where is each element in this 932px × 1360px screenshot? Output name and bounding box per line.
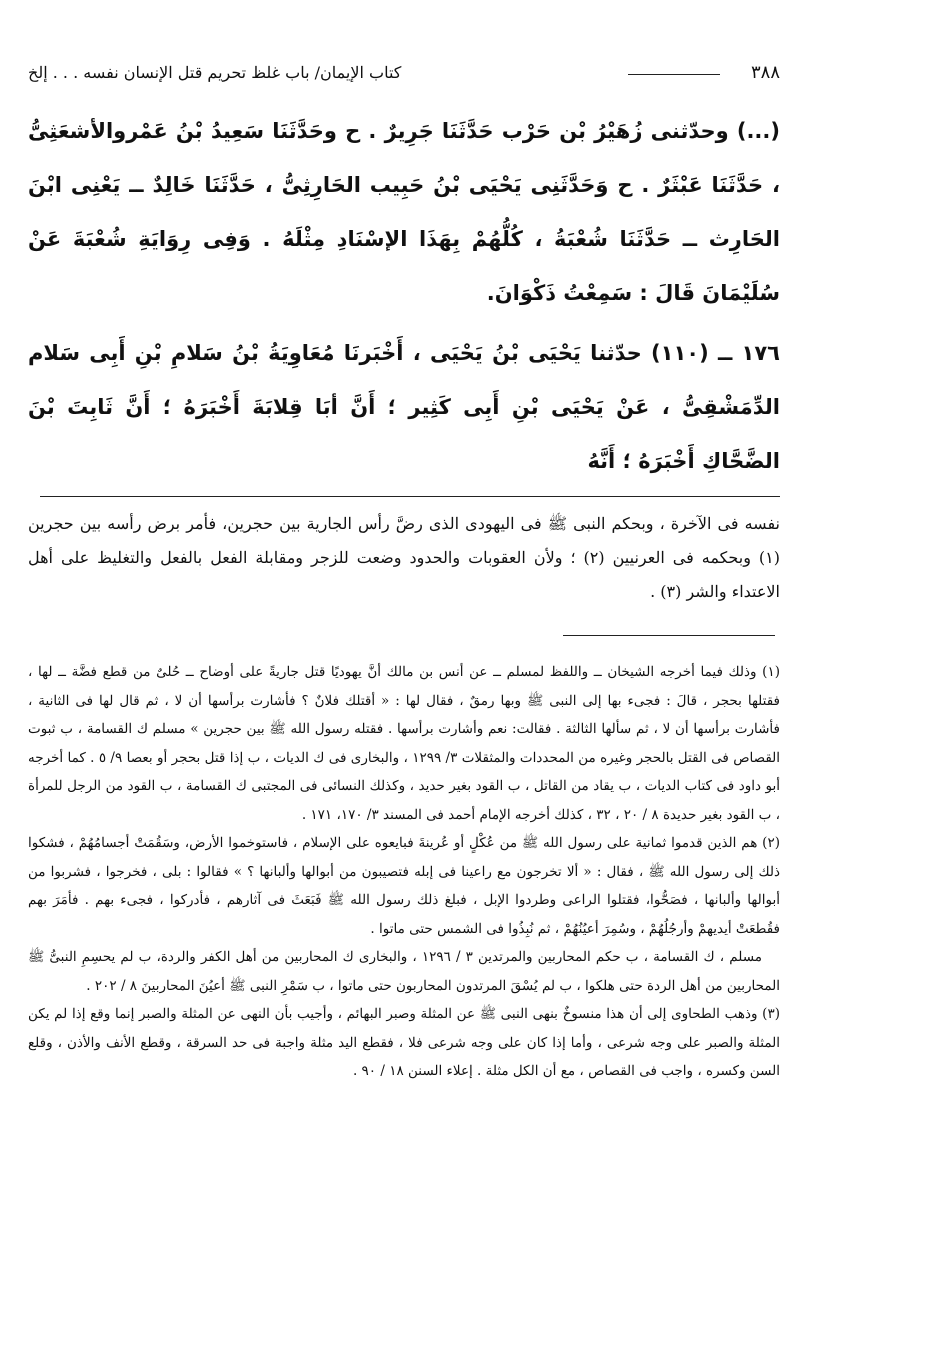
commentary-paragraph: نفسه فى الآخرة ، وبحكم النبى ﷺ فى اليهودى الذى رضَّ رأس الجارية بين حجرين، فأمر برض رأسه بين حجرين (١) وبحكمه فى العرنيين (٢) ؛ ولأن العقوبات والحدود وضعت للزجر ومقابلة الفعل بالفعل والتغليظ على أهل الاعتداء والشر (٣) . bbox=[28, 514, 781, 601]
footnote-divider-wrap bbox=[28, 635, 780, 636]
hadith-text bbox=[28, 104, 780, 488]
commentary-text bbox=[28, 507, 780, 609]
footnote-1: (١) وذلك فيما أخرجه الشيخان ــ واللفظ لمسلم ــ عن أنس بن مالك أنَّ يهوديًا قتل جاريةً على أوضاح ــ حُلىٌ من قطع فضَّة ــ لها ، فقتلها بحجر ، قالَ : فجىء بها إلى النبى ﷺ وبها رمقٌ ، فقال لها : « أقتلك فلانٌ ؟ فأشارت برأسها أن لا ، ثم قال لها فى الثانية ، فأشارت برأسها أن لا ، ثم سألها الثالثة . فقالت: نعم وأشارت برأسها . فقتله رسول الله ﷺ بين حجرين » مسلم ك القسامة ، ب ثبوت القصاص فى القتل بالحجر وغيره من المحددات والمثقلات ٣/ ١٢٩٩ ، والبخارى فى ك الديات ، ب إذا قتل بحجر أو بعصا ٩/ ٥ . كما أخرجه أبو داود فى كتاب الديات ، ب يقاد من القاتل ، ب القود بغير حديد ، وكذلك النسائى فى المجتبى ك القسامة ، ب القود من الرجل للمرأة ، ب القود بغير حديدة ٨ / ٢٠ ، ٣٢ ، كذلك أخرجه الإمام أحمد فى المسند ٣/ ١٧٠، ١٧١ . bbox=[28, 664, 781, 823]
hadith-paragraph-1: (...) وحدّثنى زُهَيْرُ بْن حَرْب حَدَّثَنَا جَرِيرٌ . ح وحَدَّثَنَا سَعِيدُ بْنُ عَمْروالأشعَثِىُّ ، حَدَّثَنَا عَبْثَرٌ . ح وَحَدَّثَنِى يَحْيَى بْنُ حَبِيب الحَارِثِىُّ ، حَدَّثَنَا خَالِدٌ ــ يَعْنِى ابْنَ الحَارِث ــ حَدَّثَنَا شُعْبَةُ ، كُلُّهُمْ بِهَذَا الإسْنَادِ مِثْلَهُ . وَفِى رِوَايَةِ شُعْبَةَ عَنْ سُلَيْمَانَ قَالَ : سَمِعْتُ ذَكْوَانَ. bbox=[28, 119, 780, 305]
running-title: كتاب الإيمان/ باب غلظ تحريم قتل الإنسان نفسه . . . إلخ bbox=[28, 63, 402, 82]
page-number: ٣٨٨ bbox=[750, 62, 780, 83]
book-page bbox=[28, 58, 780, 1086]
footnotes bbox=[28, 658, 780, 1086]
header-rule bbox=[628, 74, 720, 75]
section-divider bbox=[40, 496, 780, 497]
footnote-2-continuation: مسلم ، ك القسامة ، ب حكم المحاربين والمرتدين ٣ / ١٢٩٦ ، والبخارى ك المحاربين من أهل الكفر والردة، ب لم يحسِمِ النبىُّ ﷺ المحاربين من أهل الردة حتى هلكوا ، ب لم يُسْقَ المرتدون المحاربون حتى ماتوا ، ب سَمْرِ النبى ﷺ أعيُنَ المحاربينَ ٨ / ٢٠٢ . bbox=[28, 949, 780, 994]
footnote-2: (٢) هم الذين قدموا ثمانية على رسول الله ﷺ من عُكْلٍ أو عُرينةَ فبايعوه على الإسلام ، فاستوخموا الأرض، وسَقُمَتْ أجسامُهُمْ ، فشكوا ذلك إلى رسول الله ﷺ ، فقال : « ألا تخرجون مع راعينا فى إبله فتصيبون من أبوالها وألبانها ؟ » فقالوا : بلى ، فخرجوا ، فشربوا من أبوالها وألبانها ، فصَحُّوا، فقتلوا الراعى وطردوا الإبل ، فبلغ ذلك رسول الله ﷺ فَبَعَثَ فى آثارهم ، فأدركوا ، فجىء بهم . فأمَرَ بهم فقُطعَتْ أيديهمْ وأرجُلُهُمْ ، وسُمِرَ أعيُنُهُمْ ، ثم نُبِذُوا فى الشمس حتى ماتوا . bbox=[28, 835, 780, 937]
footnote-divider bbox=[563, 635, 775, 636]
footnote-3: (٣) وذهب الطحاوى إلى أن هذا منسوخٌ بنهى النبى ﷺ عن المثلة وصبر البهائم ، وأجيب بأن النهى عن المثلة والصبر إنما وقع إذا لم يكن المثلة والصبر على وجه شرعى ، وأما إذا كان على وجه شرعى فلا ، فقطع اليد مثلة واجبة فى حد السرقة ، وقطع الأنف والأذن ، وقلع السن وكسره ، واجب فى القصاص ، مع أن الكل مثلة . إعلاء السنن ١٨ / ٩٠ . bbox=[28, 1006, 780, 1079]
hadith-paragraph-2: ١٧٦ ــ (١١٠) حدّثنا يَحْيَى بْنُ يَحْيَى ، أَخْبَرنَا مُعَاوِيَةُ بْنُ سَلامِ بْنِ أَبِى سَلام الدِّمَشْقِىُّ ، عَنْ يَحْيَى بْنِ أَبِى كَثِير ؛ أَنَّ أبَا قِلابَةَ أَخْبَرَهُ ؛ أَنَّ ثَابِتَ بْنَ الضَّحَّاكِ أَخْبَرَهُ ؛ أَنَّهُ bbox=[28, 341, 780, 473]
page-header bbox=[28, 58, 780, 88]
